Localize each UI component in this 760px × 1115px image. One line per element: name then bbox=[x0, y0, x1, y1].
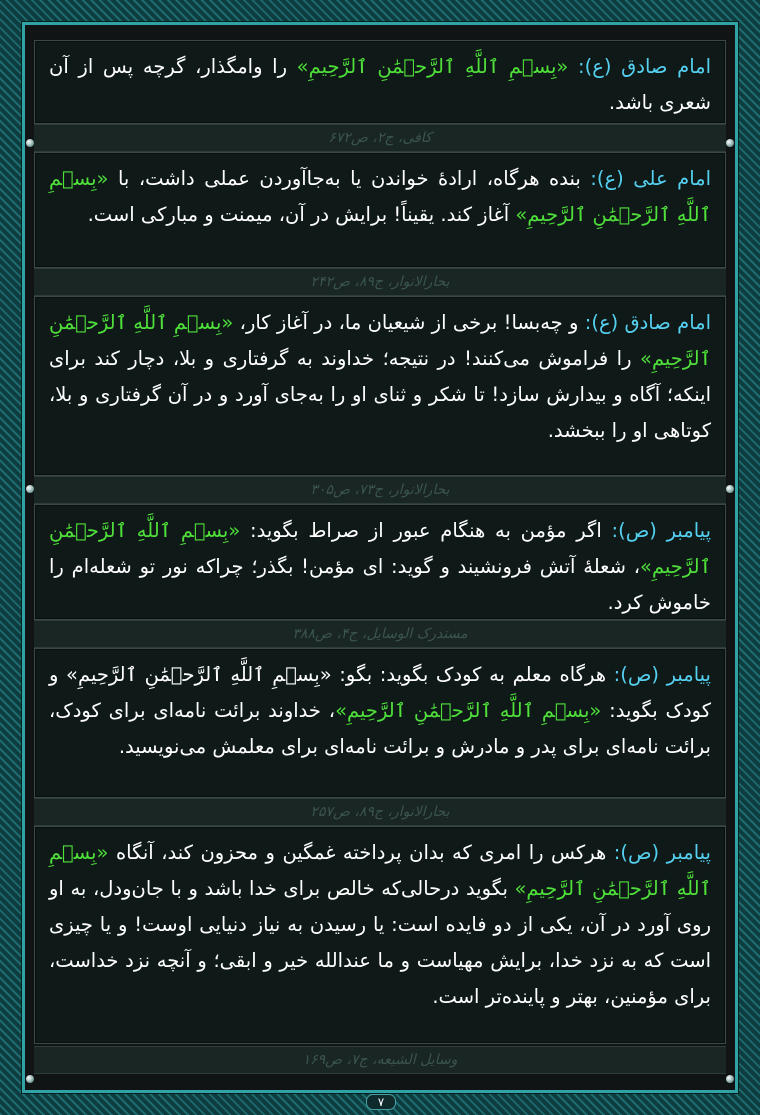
hadith-card bbox=[34, 296, 726, 476]
speaker-name: امام صادق (ع): bbox=[578, 55, 711, 78]
source-reference: بحارالانوار، ج۷۳، ص۳۰۵ bbox=[34, 476, 726, 504]
basmala-quote: «بِسۡمِ ٱللَّهِ ٱلرَّحۡمَٰنِ ٱلرَّحِيمِ» bbox=[49, 841, 711, 900]
basmala-quote: «بِسۡمِ ٱللَّهِ ٱلرَّحۡمَٰنِ ٱلرَّحِيمِ» bbox=[296, 55, 569, 78]
hadith-card bbox=[34, 826, 726, 1044]
page-number: ۷ bbox=[366, 1094, 396, 1110]
rivet-dot bbox=[726, 485, 734, 493]
basmala-quote: «بِسۡمِ ٱللَّهِ ٱلرَّحۡمَٰنِ ٱلرَّحِيمِ» bbox=[49, 311, 711, 370]
source-reference: بحارالانوار، ج۸۹، ص۲۵۷ bbox=[34, 798, 726, 826]
hadith-text bbox=[35, 505, 725, 621]
speaker-name: امام صادق (ع): bbox=[584, 311, 711, 334]
text-after: ، شعلۀ آتش فرونشیند و گوید: ای مؤمن! بگذر؛ چراکه نور تو شعله‌ام را خاموش کرد. bbox=[49, 555, 711, 614]
source-reference: بحارالانوار، ج۸۹، ص۲۴۲ bbox=[34, 268, 726, 296]
hadith-text bbox=[35, 827, 725, 1015]
text-before bbox=[568, 55, 578, 78]
hadith-card bbox=[34, 40, 726, 124]
hadith-text bbox=[35, 649, 725, 765]
text-before: و چه‌بسا! برخی از شیعیان ما، در آغاز کار، bbox=[233, 311, 585, 334]
text-after: ، خداوند برائت نامه‌ای برای کودک، برائت نامه‌ای برای پدر و مادرش و برائت نامه‌ای برای معلمش می‌نویسید. bbox=[49, 699, 711, 758]
rivet-dot bbox=[26, 1075, 34, 1083]
hadith-text bbox=[35, 297, 725, 449]
text-before: بنده هرگاه، ارادۀ خواندن یا به‌جاآوردن عملی داشت، با bbox=[108, 167, 591, 190]
hadith-card bbox=[34, 152, 726, 268]
text-before: هرکس را امری که بدان پرداخته غمگین و محزون کند، آنگاه bbox=[108, 841, 614, 864]
speaker-name: پیامبر (ص): bbox=[611, 519, 711, 542]
hadith-text bbox=[35, 41, 725, 121]
hadith-card bbox=[34, 504, 726, 620]
rivet-dot bbox=[726, 1075, 734, 1083]
source-reference: مستدرک الوسایل، ج۴، ص۳۸۸ bbox=[34, 620, 726, 648]
rivet-dot bbox=[26, 139, 34, 147]
text-before: اگر مؤمن به هنگام عبور از صراط بگوید: bbox=[240, 519, 612, 542]
speaker-name: امام علی (ع): bbox=[590, 167, 711, 190]
text-after: آغاز کند. یقیناً! برایش در آن، میمنت و مبارکی است. bbox=[87, 203, 516, 226]
rivet-dot bbox=[726, 139, 734, 147]
text-after: را فراموش می‌کنند! در نتیجه؛ خداوند به گرفتاری و بلا، دچار کند برای اینکه؛ آگاه و بیدارش سازد! تا شکر و ثنای او را به‌جای آورد و در آن گرفتاری و بلا، کوتاهی او را ببخشد. bbox=[49, 347, 711, 442]
text-before: هرگاه معلم به کودک بگوید: بگو: «بِسۡمِ ٱللَّهِ ٱلرَّحۡمَٰنِ ٱلرَّحِيمِ» و کودک بگوید: bbox=[49, 663, 711, 722]
rivet-dot bbox=[26, 485, 34, 493]
basmala-quote: «بِسۡمِ ٱللَّهِ ٱلرَّحۡمَٰنِ ٱلرَّحِيمِ» bbox=[49, 519, 711, 578]
hadith-text bbox=[35, 153, 725, 233]
hadith-card bbox=[34, 648, 726, 798]
basmala-quote: «بِسۡمِ ٱللَّهِ ٱلرَّحۡمَٰنِ ٱلرَّحِيمِ» bbox=[49, 167, 711, 226]
speaker-name: پیامبر (ص): bbox=[613, 663, 711, 686]
text-after: بگوید درحالی‌که خالص برای خدا باشد و با جان‌ودل، به او روی آورد در آن، یکی از دو فایده است: یا رسیدن به نیاز دنیایی اوست! و یا چیزی است که به نزد خدا، برایش مهیاست و ما عندالله خیر و ابقی؛ و آنچه نزد خداست، برای مؤمنین، بهتر و پاینده‌تر است. bbox=[49, 877, 711, 1008]
speaker-name: پیامبر (ص): bbox=[613, 841, 711, 864]
basmala-quote: «بِسۡمِ ٱللَّهِ ٱلرَّحۡمَٰنِ ٱلرَّحِيمِ» bbox=[335, 699, 602, 722]
source-reference: کافی، ج۲، ص۶۷۲ bbox=[34, 124, 726, 152]
text-after: را وامگذار، گرچه پس از آن شعری باشد. bbox=[49, 55, 711, 114]
source-reference: وسایل الشیعه، ج۷، ص۱۶۹ bbox=[34, 1046, 726, 1074]
